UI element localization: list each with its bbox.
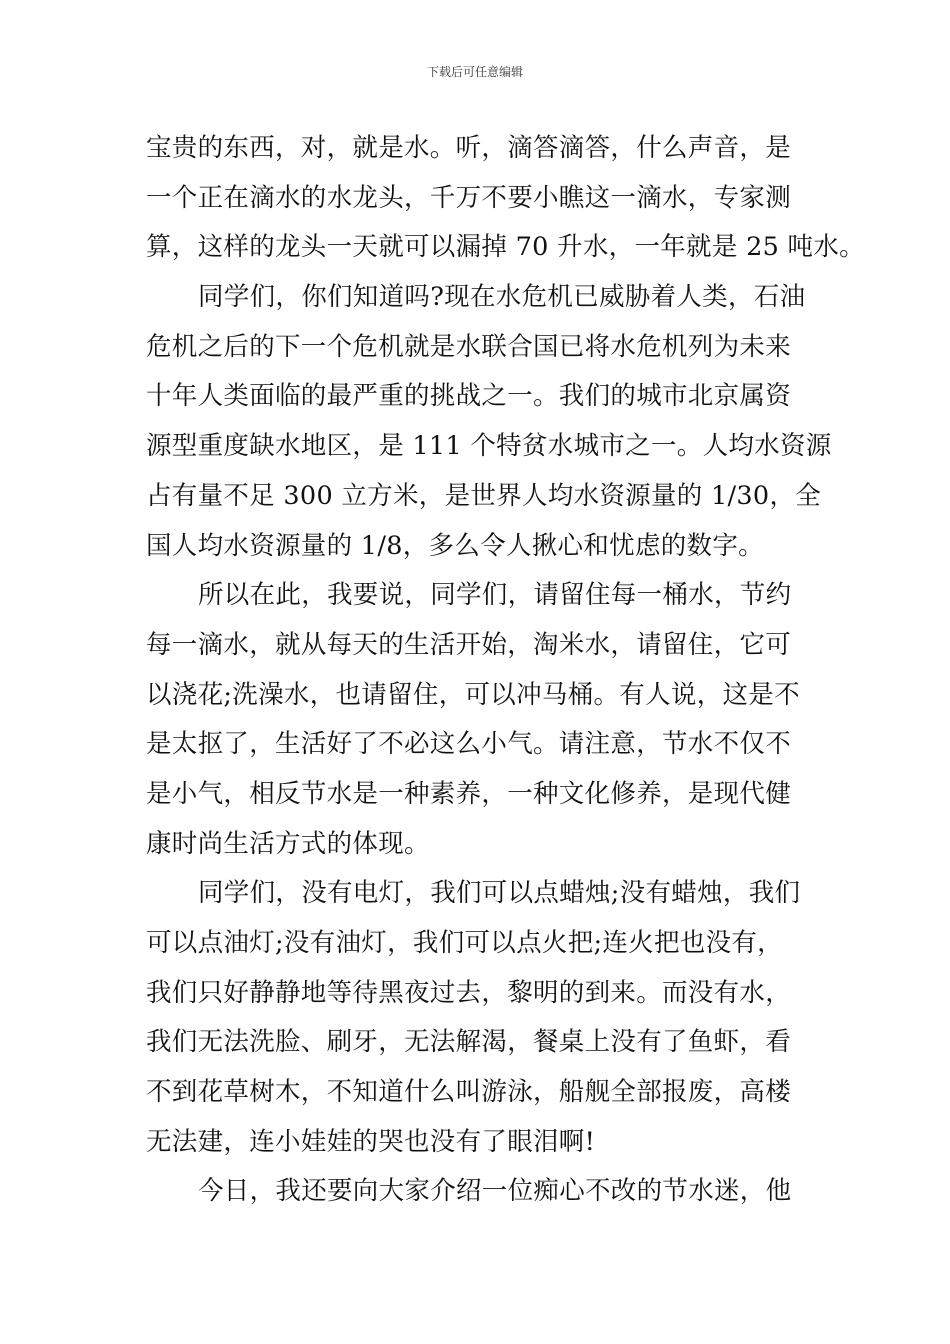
- text-line: 无法建，连小娃娃的哭也没有了眼泪啊!: [146, 1126, 596, 1157]
- text-line: 源型重度缺水地区，是 111 个特贫水城市之一。人均水资源: [146, 431, 832, 462]
- text-line: 不到花草树木，不知道什么叫游泳，船舰全部报废，高楼: [146, 1077, 792, 1108]
- text-line: 一个正在滴水的水龙头，千万不要小瞧这一滴水，专家测: [146, 182, 792, 213]
- page-header: 下载后可任意编辑: [426, 65, 523, 79]
- text-line: 是小气，相反节水是一种素养，一种文化修养，是现代健: [146, 778, 792, 809]
- paragraph-first-line: 同学们，没有电灯，我们可以点蜡烛;没有蜡烛，我们: [198, 878, 801, 909]
- text-line: 可以点油灯;没有油灯，我们可以点火把;连火把也没有，: [146, 928, 783, 958]
- text-line: 是太抠了，生活好了不必这么小气。请注意，节水不仅不: [146, 729, 792, 760]
- text-line: 每一滴水，就从每天的生活开始，淘米水，请留住，它可: [146, 629, 792, 660]
- text-line: 国人均水资源量的 1/8，多么令人揪心和忧虑的数字。: [146, 530, 764, 561]
- paragraph-first-line: 同学们，你们知道吗?现在水危机已威胁着人类，石油: [198, 282, 806, 313]
- paragraph-first-line: 今日，我还要向大家介绍一位痴心不改的节水迷，他: [198, 1176, 792, 1207]
- document-body: [146, 124, 865, 1217]
- text-line: 占有量不足 300 立方米，是世界人均水资源量的 1/30，全: [146, 480, 822, 511]
- text-line: 我们无法洗脸、刷牙，无法解渴，餐桌上没有了鱼虾，看: [146, 1027, 792, 1058]
- text-line: 十年人类面临的最严重的挑战之一。我们的城市北京属资: [146, 381, 792, 412]
- text-line: 危机之后的下一个危机就是水联合国已将水危机列为未来: [146, 331, 792, 362]
- paragraph-first-line: 所以在此，我要说，同学们，请留住每一桶水，节约: [198, 580, 792, 611]
- text-line: 宝贵的东西，对，就是水。听，滴答滴答，什么声音，是: [146, 133, 792, 163]
- text-line: 算，这样的龙头一天就可以漏掉 70 升水，一年就是 25 吨水。: [146, 232, 865, 263]
- text-line: 我们只好静静地等待黑夜过去，黎明的到来。而没有水，: [146, 977, 792, 1008]
- text-line: 以浇花;洗澡水，也请留住，可以冲马桶。有人说，这是不: [146, 679, 800, 710]
- text-line: 康时尚生活方式的体现。: [146, 828, 430, 859]
